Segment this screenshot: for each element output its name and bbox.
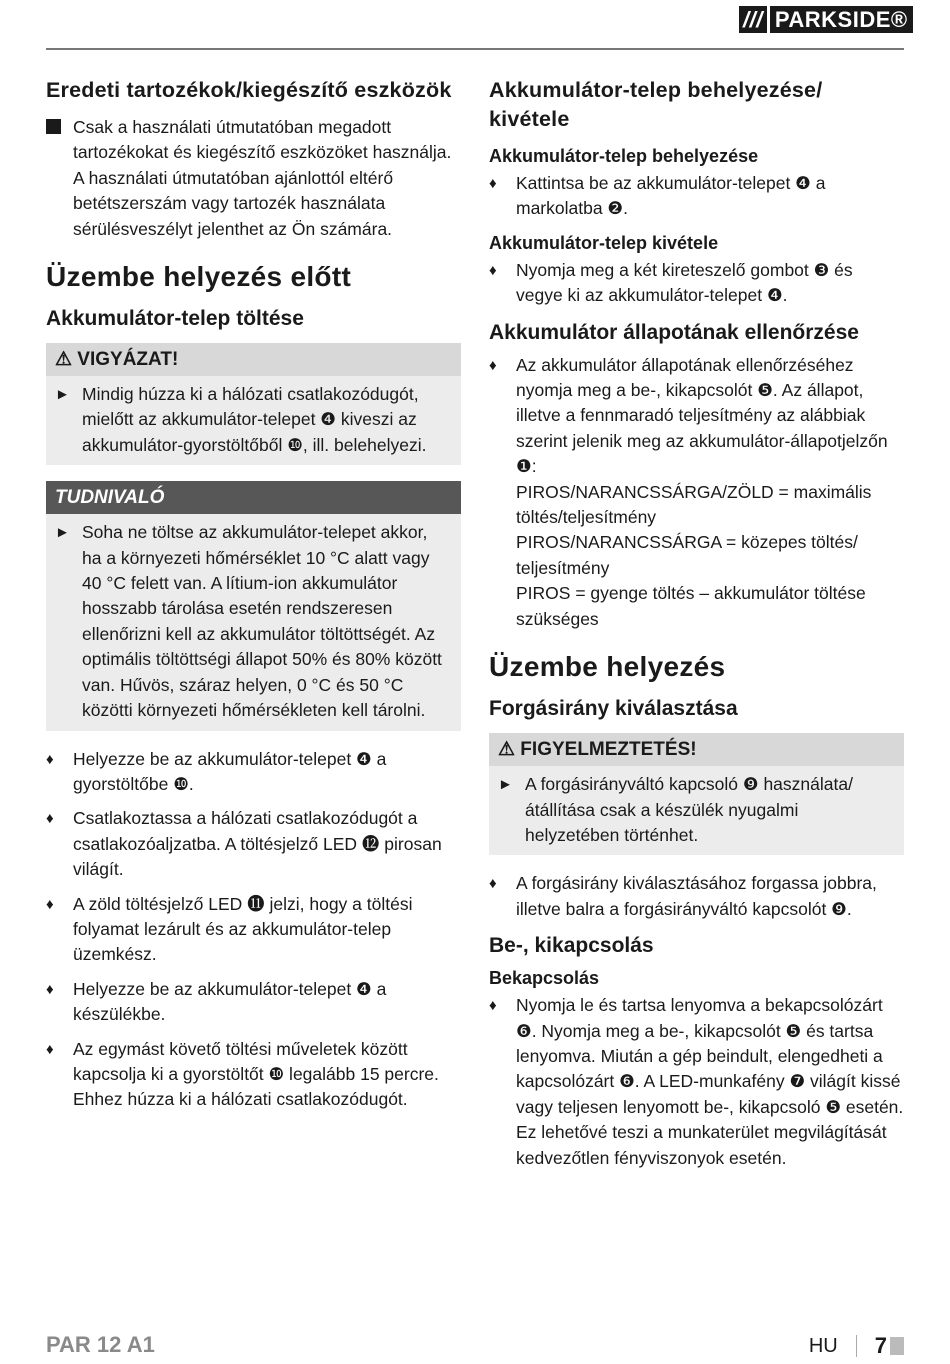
diamond-bullet-icon: ♦ [46, 1040, 54, 1058]
list-item [55, 520, 451, 723]
item-text: A forgásirányváltó kapcsoló ❾ használata/ átállítása csak a készülék nyugalmi helyzetében történhet. [525, 774, 853, 845]
box-body [489, 766, 904, 855]
item-text: A forgásirány kiválasztásához forgassa jobbra, illetve balra a forgásirányváltó kapcsolót ❾. [516, 873, 877, 919]
model-number: PAR 12 A1 [46, 1332, 155, 1357]
list-item [489, 171, 904, 222]
section-heading: Üzembe helyezés előtt [46, 261, 352, 293]
page-footer [809, 1333, 904, 1359]
list-item [46, 892, 461, 968]
box-body [46, 376, 461, 465]
item-text: Nyomja le és tartsa lenyomva a bekapcsolózárt ❻. Nyomja meg a be-, kikapcsolót ❺ és tartsa lenyomva. Miután a gép beindult, elengedheti a kapcsolózárt ❻. A LED-munkafény ❼ világít kissé vagy teljesen lenyomott be-, kikapcsoló ❺ esetén. Ez lehetővé teszi a munkaterület megvilágítását kedvezőtlen fényviszonyok esetén. [516, 995, 904, 1168]
diamond-bullet-icon: ♦ [489, 175, 497, 192]
section-heading: Akkumulátor állapotának ellenőrzése [489, 320, 859, 344]
item-text: Csatlakoztassa a hálózati csatlakozódugót a csatlakozóaljzatba. A töltésjelző LED ⓬ pirosan világít. [73, 808, 442, 880]
list-item [489, 993, 904, 1171]
diamond-bullet-icon: ♦ [489, 356, 497, 374]
item-text: Kattintsa be az akkumulátor-telepet ❹ a markolatba ❷. [516, 173, 826, 219]
diamond-bullet-icon: ♦ [46, 895, 54, 913]
page-marker [890, 1337, 904, 1355]
list-item [489, 353, 904, 632]
note-box [46, 481, 461, 730]
section-heading: Üzembe helyezés [489, 651, 726, 683]
language-code: HU [808, 1334, 838, 1357]
list-item [46, 977, 461, 1028]
square-bullet-icon [46, 115, 73, 242]
section-heading: Bekapcsolás [489, 968, 600, 989]
section-heading: Akkumulátor-telep töltése [46, 307, 304, 331]
page-number: 7 [874, 1333, 887, 1358]
warning-title: ⚠ FIGYELMEZTETÉS! [489, 733, 904, 766]
item-text: Mindig húzza ki a hálózati csatlakozódugót, mielőtt az akkumulátor-telepet ❹ kiveszi az akkumulátor-gyorstöltőből ❿, ill. belehelyezi. [82, 384, 427, 455]
diamond-bullet-icon: ♦ [489, 997, 497, 1015]
item-text: Helyezze be az akkumulátor-telepet ❹ a készülékbe. [73, 978, 387, 1025]
parkside-logo [739, 6, 913, 33]
triangle-bullet-icon: ► [55, 524, 70, 542]
list-item [46, 115, 461, 242]
logo-slashes: /// [739, 6, 767, 33]
section-heading: Akkumulátor-telep behelyezése/ kivétele [489, 78, 823, 131]
note-title: TUDNIVALÓ [46, 481, 461, 514]
item-text: Helyezze be az akkumulátor-telepet ❹ a gyorstöltőbe ❿. [73, 748, 387, 794]
item-text: Az egymást követő töltési műveletek között kapcsolja ki a gyorstöltőt ❿ legalább 15 percre. Ehhez húzza ki a hálózati csatlakozódugót. [73, 1038, 439, 1110]
diamond-bullet-icon: ♦ [46, 980, 54, 998]
item-text: Soha ne töltse az akkumulátor-telepet akkor, ha a környezeti hőmérséklet 10 °C alatt vagy 40 °C felett van. A lítium-ion akkumulátor hosszabb tárolása esetén rendszeresen ellenőrizni kell az akkumulátor töltöttségét. Az optimális töltöttségi állapot 50% és 80% között van. Hűvös, száraz helyen, 0 °C és 50 °C közötti környezeti hőmérsékleten kell tárolni. [82, 522, 442, 721]
footer-separator [856, 1335, 857, 1357]
list-item [489, 871, 904, 922]
warning-box [46, 343, 461, 465]
left-column [46, 76, 461, 1122]
logo-text: PARKSIDE® [770, 6, 913, 33]
diamond-bullet-icon: ♦ [489, 261, 497, 279]
item-text: Csak a használati útmutatóban megadott tartozékokat és kiegészítő eszközöket használja. A használati útmutatóban ajánlottól eltérő betétszerszám vagy tartozék használata sérülésveszélyt jelenthet az Ön számára. [73, 117, 452, 239]
list-item [46, 1037, 461, 1113]
list-item [55, 382, 451, 458]
diamond-bullet-icon: ♦ [46, 810, 54, 828]
item-text: Nyomja meg a két kireteszelő gombot ❸ és vegye ki az akkumulátor-telepet ❹. [516, 259, 853, 306]
diamond-bullet-icon: ♦ [46, 750, 54, 768]
list-item [498, 772, 894, 848]
header-divider [46, 48, 904, 50]
section-heading: Akkumulátor-telep kivétele [489, 232, 719, 253]
box-body [46, 514, 461, 730]
item-text: A zöld töltésjelző LED ⓫ jelzi, hogy a töltési folyamat lezárult és az akkumulátor-telep üzemkész. [73, 893, 413, 965]
list-item [46, 747, 461, 798]
triangle-bullet-icon: ► [498, 776, 513, 794]
warning-box [489, 733, 904, 855]
section-heading: Be-, kikapcsolás [489, 934, 654, 958]
section-heading: Akkumulátor-telep behelyezése [489, 146, 759, 166]
list-item [46, 806, 461, 882]
warning-title: ⚠ VIGYÁZAT! [46, 343, 461, 376]
item-text: Az akkumulátor állapotának ellenőrzéséhez nyomja meg a be-, kikapcsolót ❺. Az állapot, illetve a fennmaradó teljesítmény az alábbiak szerint jelenik meg az akkumulátor-állapotjelzőn ❶: PIROS/NARANCSSÁRGA/ZÖLD = maximális töltés/teljesítmény PIROS/NARANCSSÁRGA = közepes töltés/ teljesítmény PIROS = gyenge töltés – akkumulátor töltése szükséges [516, 354, 888, 629]
section-heading: Forgásirány kiválasztása [489, 697, 738, 721]
right-column [489, 76, 904, 1180]
diamond-bullet-icon: ♦ [489, 875, 497, 893]
list-item [489, 258, 904, 309]
triangle-bullet-icon: ► [55, 386, 70, 404]
section-heading: Eredeti tartozékok/kiegészítő eszközök [46, 78, 452, 102]
